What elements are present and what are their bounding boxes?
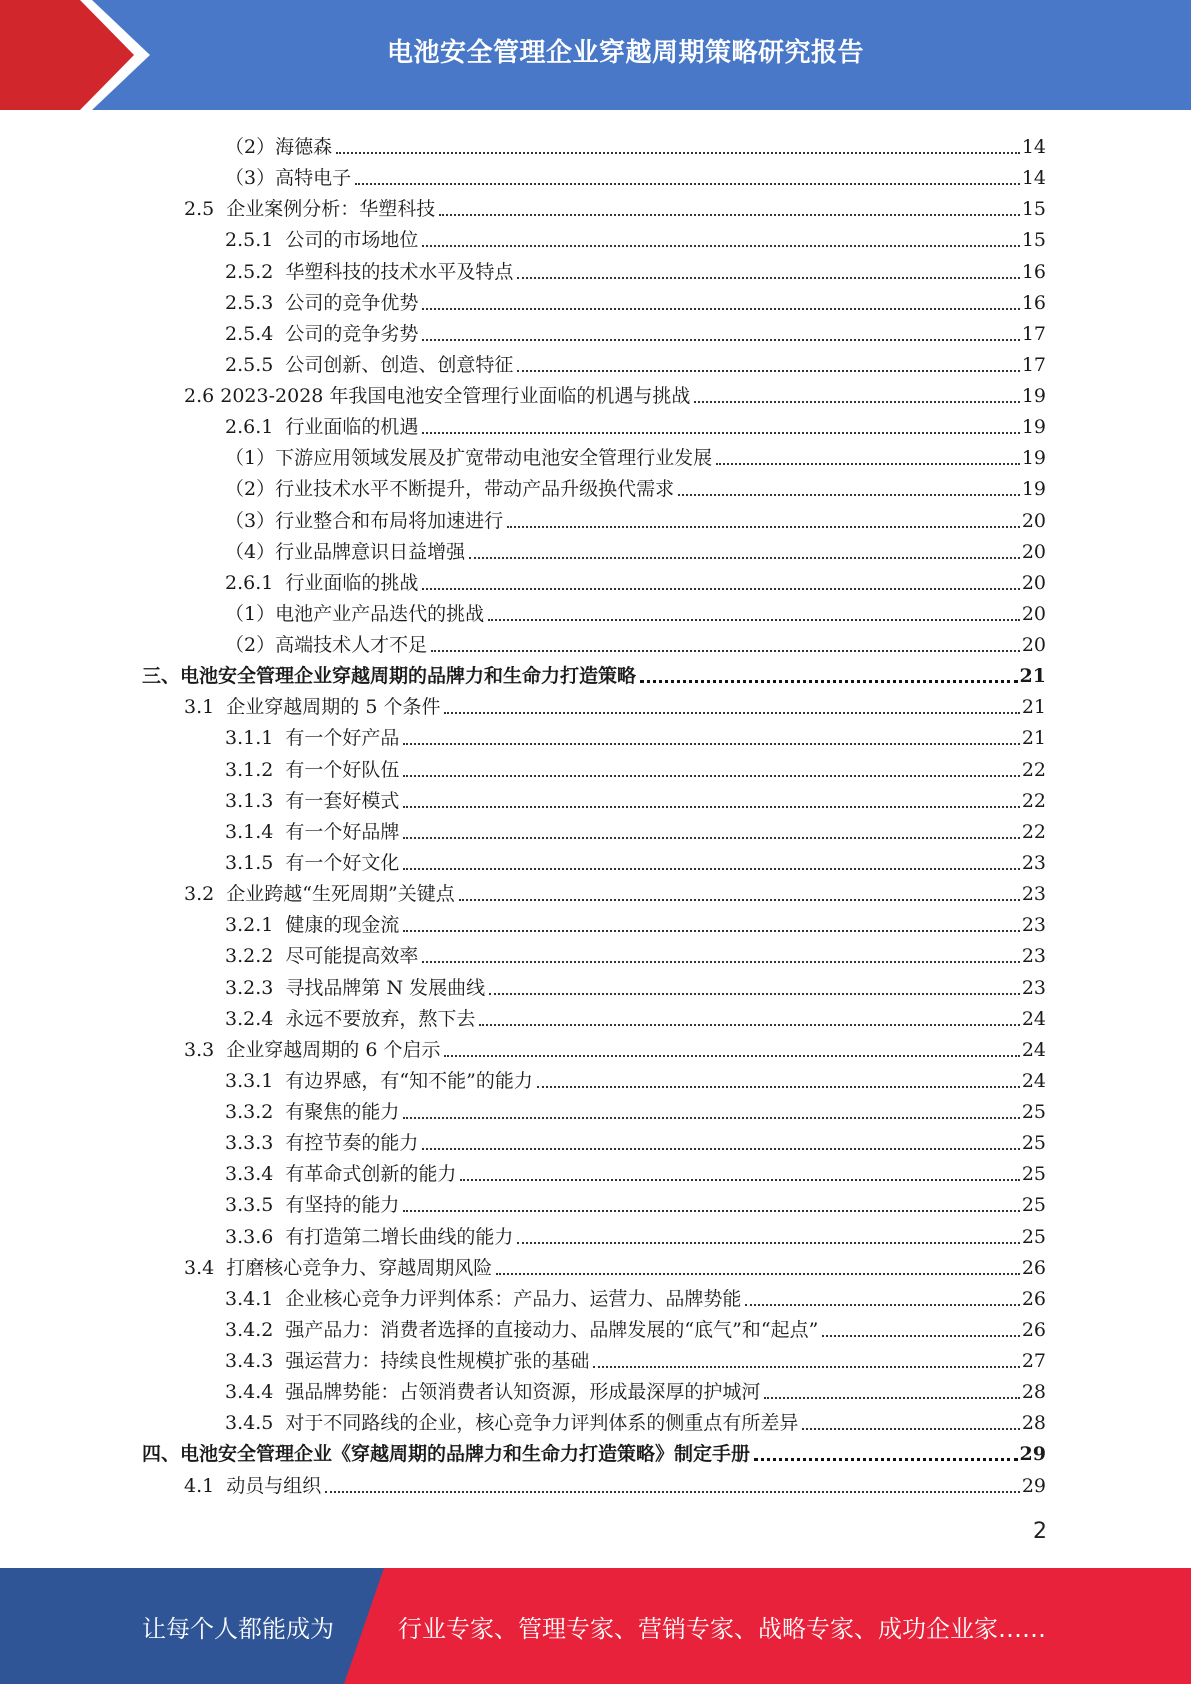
toc-entry-page: 25 (1021, 1101, 1046, 1124)
toc-entry[interactable] (225, 1062, 1046, 1092)
toc-dot-leader (822, 1335, 1020, 1337)
toc-dot-leader (403, 930, 1019, 932)
toc-entry-label: 3.4.3 强运营力：持续良性规模扩张的基础 (225, 1350, 590, 1373)
toc-entry-page: 22 (1021, 758, 1046, 781)
toc-entry-label: 3.1.3 有一套好模式 (225, 789, 400, 812)
toc-dot-leader (537, 1086, 1020, 1088)
toc-entry-page: 26 (1021, 1287, 1046, 1310)
toc-dot-leader (422, 432, 1019, 434)
toc-entry[interactable] (225, 719, 1046, 749)
toc-dot-leader (479, 1024, 1019, 1026)
toc-entry[interactable] (184, 1031, 1046, 1061)
toc-dot-leader (488, 619, 1020, 621)
toc-entry[interactable] (225, 1155, 1046, 1185)
toc-entry[interactable] (142, 657, 1046, 687)
toc-entry-label: 3.3.6 有打造第二增长曲线的能力 (225, 1225, 514, 1248)
toc-dot-leader (678, 494, 1020, 496)
toc-entry-page: 21 (1019, 665, 1046, 688)
toc-entry[interactable] (225, 1093, 1046, 1123)
toc-entry-page: 22 (1021, 820, 1046, 843)
toc-entry-page: 20 (1021, 602, 1046, 625)
toc-entry-page: 20 (1021, 540, 1046, 563)
toc-dot-leader (444, 712, 1019, 714)
toc-entry[interactable] (225, 1311, 1046, 1341)
toc-dot-leader (754, 1458, 1018, 1461)
toc-entry-page: 29 (1021, 1474, 1046, 1497)
toc-entry-page: 20 (1021, 634, 1046, 657)
toc-entry[interactable] (184, 377, 1046, 407)
toc-entry-page: 19 (1021, 478, 1046, 501)
toc-entry-page: 25 (1021, 1194, 1046, 1217)
toc-entry[interactable] (225, 1218, 1046, 1248)
toc-entry[interactable] (142, 1435, 1046, 1465)
toc-entry-page: 19 (1021, 447, 1046, 470)
toc-entry[interactable] (225, 1373, 1046, 1403)
toc-entry-page: 15 (1021, 198, 1046, 221)
report-header (0, 0, 1191, 110)
toc-entry[interactable] (184, 1249, 1046, 1279)
toc-entry-label: （2）行业技术水平不断提升，带动产品升级换代需求 (225, 478, 675, 501)
toc-entry-page: 17 (1021, 353, 1046, 376)
toc-dot-leader (439, 214, 1020, 216)
toc-entry-label: 3.2.2 尽可能提高效率 (225, 945, 419, 968)
toc-dot-leader (469, 557, 1020, 559)
toc-entry-page: 25 (1021, 1225, 1046, 1248)
toc-entry[interactable] (225, 284, 1046, 314)
toc-dot-leader (517, 1242, 1019, 1244)
toc-entry-label: 3.2.3 寻找品牌第 N 发展曲线 (225, 976, 486, 999)
toc-entry-label: 3.2 企业跨越“生死周期”关键点 (184, 883, 455, 906)
toc-entry-page: 17 (1021, 322, 1046, 345)
toc-dot-leader (403, 806, 1019, 808)
toc-dot-leader (694, 401, 1019, 403)
toc-dot-leader (489, 993, 1020, 995)
toc-dot-leader (422, 588, 1019, 590)
toc-dot-leader (745, 1304, 1019, 1306)
toc-entry-page: 24 (1021, 1038, 1046, 1061)
toc-entry-label: 2.5.3 公司的竞争优势 (225, 291, 419, 314)
toc-entry-page: 19 (1021, 385, 1046, 408)
toc-entry-page: 23 (1021, 976, 1046, 999)
toc-dot-leader (640, 680, 1018, 683)
toc-entry-page: 23 (1021, 851, 1046, 874)
toc-dot-leader (422, 308, 1019, 310)
toc-entry[interactable] (225, 813, 1046, 843)
toc-entry-page: 21 (1021, 727, 1046, 750)
toc-entry-page: 24 (1021, 1069, 1046, 1092)
toc-entry-label: 3.1.1 有一个好产品 (225, 727, 400, 750)
toc-entry-label: 3.3.3 有控节奏的能力 (225, 1132, 419, 1155)
toc-entry-page: 14 (1021, 167, 1046, 190)
toc-entry[interactable] (225, 408, 1046, 438)
toc-entry-page: 20 (1021, 571, 1046, 594)
toc-dot-leader (507, 526, 1020, 528)
toc-entry[interactable] (225, 906, 1046, 936)
toc-dot-leader (403, 743, 1019, 745)
toc-entry-label: 3.3.1 有边界感，有“知不能”的能力 (225, 1069, 533, 1092)
toc-dot-leader (422, 961, 1019, 963)
report-footer (0, 1568, 1191, 1684)
toc-entry-label: 3.4.4 强品牌势能：占领消费者认知资源，形成最深厚的护城河 (225, 1381, 761, 1404)
toc-entry-label: （2）海德森 (225, 136, 333, 158)
toc-entry[interactable] (225, 751, 1046, 781)
toc-dot-leader (460, 1179, 1019, 1181)
toc-entry[interactable] (184, 190, 1046, 220)
toc-entry[interactable] (225, 470, 1046, 500)
page-number: 2 (1033, 1519, 1047, 1544)
toc-dot-leader (802, 1428, 1019, 1430)
toc-entry-label: （1）电池产业产品迭代的挑战 (225, 602, 485, 625)
toc-entry-page: 24 (1021, 1007, 1046, 1030)
toc-entry[interactable] (225, 1000, 1046, 1030)
toc-entry-label: 3.1 企业穿越周期的 5 个条件 (184, 696, 441, 719)
toc-entry[interactable] (225, 782, 1046, 812)
toc-entry-label: （1）下游应用领域发展及扩宽带动电池安全管理行业发展 (225, 447, 713, 470)
toc-entry[interactable] (225, 969, 1046, 999)
toc-entry[interactable] (184, 1467, 1046, 1497)
toc-entry-page: 28 (1021, 1412, 1046, 1435)
toc-entry-label: 2.6.1 行业面临的挑战 (225, 571, 419, 594)
toc-entry[interactable] (225, 1342, 1046, 1372)
toc-dot-leader (403, 868, 1019, 870)
toc-dot-leader (422, 339, 1019, 341)
toc-dot-leader (403, 837, 1019, 839)
toc-entry-label: 3.1.2 有一个好队伍 (225, 758, 400, 781)
toc-entry-label: 四、电池安全管理企业《穿越周期的品牌力和生命力打造策略》制定手册 (142, 1443, 751, 1466)
toc-entry-page: 23 (1021, 914, 1046, 937)
toc-entry-page: 28 (1021, 1381, 1046, 1404)
toc-entry-label: （3）高特电子 (225, 167, 352, 190)
toc-entry[interactable] (225, 439, 1046, 469)
toc-entry-label: 3.4.5 对于不同路线的企业，核心竞争力评判体系的侧重点有所差异 (225, 1412, 799, 1435)
toc-dot-leader (325, 1491, 1020, 1493)
toc-dot-leader (422, 245, 1019, 247)
toc-entry[interactable] (225, 502, 1046, 532)
toc-entry-label: 3.1.5 有一个好文化 (225, 851, 400, 874)
toc-entry[interactable] (225, 346, 1046, 376)
toc-entry[interactable] (225, 253, 1046, 283)
toc-entry[interactable] (225, 533, 1046, 563)
toc-entry-page: 23 (1021, 883, 1046, 906)
toc-entry[interactable] (225, 937, 1046, 967)
toc-dot-leader (336, 152, 1020, 154)
toc-entry-label: 3.3 企业穿越周期的 6 个启示 (184, 1038, 441, 1061)
toc-dot-leader (517, 277, 1019, 279)
toc-entry-page: 27 (1021, 1350, 1046, 1373)
toc-entry-page: 25 (1021, 1163, 1046, 1186)
toc-entry-label: 三、电池安全管理企业穿越周期的品牌力和生命力打造策略 (142, 665, 637, 688)
toc-dot-leader (355, 183, 1020, 185)
toc-dot-leader (403, 1210, 1019, 1212)
toc-entry[interactable] (184, 875, 1046, 905)
toc-dot-leader (444, 1055, 1019, 1057)
toc-entry-label: 3.2.1 健康的现金流 (225, 914, 400, 937)
toc-entry-page: 16 (1021, 291, 1046, 314)
toc-entry-label: 2.5.4 公司的竞争劣势 (225, 322, 419, 345)
toc-entry-page: 19 (1021, 416, 1046, 439)
toc-entry-label: （3）行业整合和布局将加速进行 (225, 509, 504, 532)
report-title: 电池安全管理企业穿越周期策略研究报告 (386, 37, 864, 68)
toc-entry-label: 2.6.1 行业面临的机遇 (225, 416, 419, 439)
toc-dot-leader (431, 650, 1020, 652)
toc-dot-leader (403, 775, 1019, 777)
toc-entry-page: 16 (1021, 260, 1046, 283)
toc-entry[interactable] (225, 159, 1046, 189)
toc-entry[interactable] (225, 1186, 1046, 1216)
toc-entry-page: 23 (1021, 945, 1046, 968)
toc-entry[interactable] (225, 128, 1046, 158)
toc-entry-label: 2.5.5 公司创新、创造、创意特征 (225, 353, 514, 376)
toc-dot-leader (764, 1397, 1019, 1399)
toc-entry-page: 20 (1021, 509, 1046, 532)
toc-entry[interactable] (225, 564, 1046, 594)
toc-entry-page: 22 (1021, 789, 1046, 812)
toc-entry-label: 3.3.2 有聚焦的能力 (225, 1101, 400, 1124)
toc-entry-page: 29 (1019, 1443, 1046, 1466)
toc-entry-page: 26 (1021, 1318, 1046, 1341)
toc-entry-page: 26 (1021, 1256, 1046, 1279)
toc-entry-label: 3.3.5 有坚持的能力 (225, 1194, 400, 1217)
toc-entry[interactable] (225, 315, 1046, 345)
toc-entry-label: 3.4.2 强产品力：消费者选择的直接动力、品牌发展的“底气”和“起点” (225, 1318, 819, 1341)
toc-entry-label: 3.1.4 有一个好品牌 (225, 820, 400, 843)
toc-entry[interactable] (184, 688, 1046, 718)
toc-entry-page: 21 (1021, 696, 1046, 719)
toc-entry-label: 3.3.4 有革命式创新的能力 (225, 1163, 457, 1186)
toc-entry-label: 3.4 打磨核心竞争力、穿越周期风险 (184, 1256, 493, 1279)
toc-entry-label: 4.1 动员与组织 (184, 1474, 322, 1497)
toc-entry[interactable] (225, 844, 1046, 874)
toc-entry-label: 3.4.1 企业核心竞争力评判体系：产品力、运营力、品牌势能 (225, 1287, 742, 1310)
toc-dot-leader (422, 1148, 1019, 1150)
toc-entry[interactable] (225, 626, 1046, 656)
toc-dot-leader (593, 1366, 1019, 1368)
footer-slogan: 让每个人都能成为 (142, 1614, 334, 1643)
toc-entry[interactable] (225, 595, 1046, 625)
toc-entry-label: （2）高端技术人才不足 (225, 634, 428, 657)
toc-entry[interactable] (225, 1280, 1046, 1310)
toc-entry-label: 2.6 2023-2028 年我国电池安全管理行业面临的机遇与挑战 (184, 385, 691, 408)
toc-dot-leader (716, 463, 1020, 465)
toc-entry-label: （4）行业品牌意识日益增强 (225, 540, 466, 563)
toc-entry-label: 2.5.2 华塑科技的技术水平及特点 (225, 260, 514, 283)
toc-dot-leader (403, 1117, 1019, 1119)
toc-dot-leader (459, 899, 1020, 901)
toc-entry-label: 2.5 企业案例分析：华塑科技 (184, 198, 436, 221)
toc-entry-label: 2.5.1 公司的市场地位 (225, 229, 419, 252)
toc-entry[interactable] (225, 1124, 1046, 1154)
toc-dot-leader (496, 1273, 1020, 1275)
toc-entry-label: 3.2.4 永远不要放弃，熬下去 (225, 1007, 476, 1030)
toc-entry-page: 14 (1021, 136, 1046, 158)
toc-entry-page: 15 (1021, 229, 1046, 252)
toc-dot-leader (517, 370, 1019, 372)
footer-expert-list: 行业专家、管理专家、营销专家、战略专家、成功企业家…… (398, 1614, 1046, 1643)
toc-entry[interactable] (225, 221, 1046, 251)
toc-entry[interactable] (225, 1404, 1046, 1434)
toc-entry-page: 25 (1021, 1132, 1046, 1155)
